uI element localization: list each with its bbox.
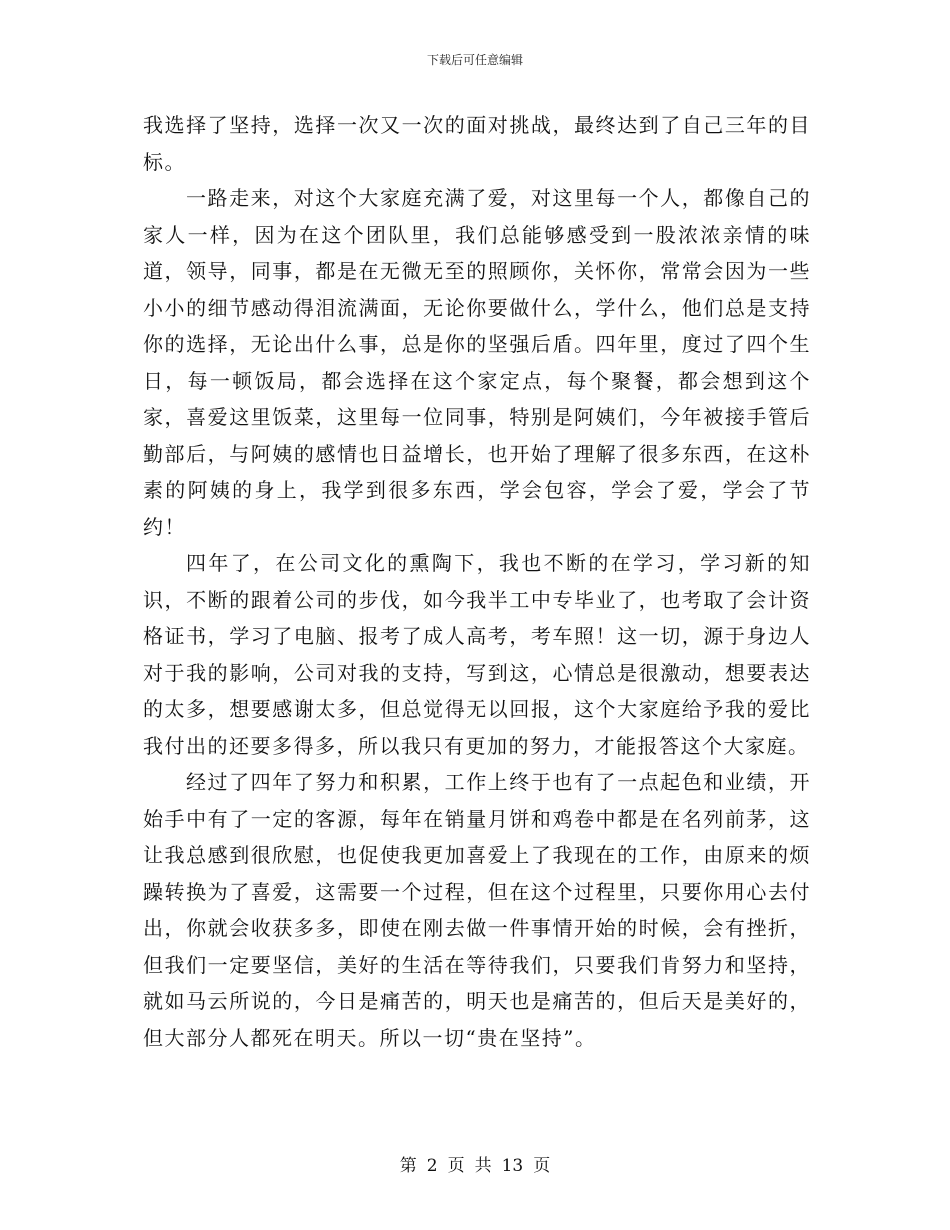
footer-ye: 页	[447, 1156, 465, 1176]
footer-ye-end: 页	[533, 1156, 551, 1176]
paragraph-continuation: 我选择了坚持，选择一次又一次的面对挑战，最终达到了自己三年的目标。	[143, 113, 811, 174]
page-footer	[0, 1154, 950, 1178]
document-body	[143, 107, 811, 1056]
paragraph-work-achievement: 经过了四年了努力和积累，工作上终于也有了一点起色和业绩，开始手中有了一定的客源，每年在销量月饼和鸡卷中都是在名列前茅，这让我总感到很欣慰，也促使我更加喜爱上了我现在的工作，由原来的烦躁转换为了喜爱，这需要一个过程，但在这个过程里，只要你用心去付出，你就会收获多多，即使在刚去做一件事情开始的时候，会有挫折，但我们一定要坚信，美好的生活在等待我们，只要我们肯努力和坚持，就如马云所说的，今日是痛苦的，明天也是痛苦的，但后天是美好的，但大部分人都死在明天。所以一切“贵在坚持”。	[143, 770, 811, 1050]
footer-total-pages: 13	[501, 1156, 524, 1176]
page-header: 下载后可任意编辑	[426, 53, 523, 67]
paragraph-family-love: 一路走来，对这个大家庭充满了爱，对这里每一个人，都像自己的家人一样，因为在这个团队里，我们总能够感受到一股浓浓亲情的味道，领导，同事，都是在无微无至的照顾你，关怀你，常常会因为一些小小的细节感动得泪流满面，无论你要做什么，学什么，他们总是支持你的选择，无论出什么事，总是你的坚强后盾。四年里，度过了四个生日，每一顿饭局，都会选择在这个家定点，每个聚餐，都会想到这个家，喜爱这里饭菜，这里每一位同事，特别是阿姨们，今年被接手管后勤部后，与阿姨的感情也日益增长，也开始了理解了很多东西，在这朴素的阿姨的身上，我学到很多东西，学会包容，学会了爱，学会了节约！	[143, 186, 811, 539]
footer-di: 第	[399, 1156, 417, 1176]
footer-gong: 共	[474, 1156, 492, 1176]
paragraph-learning-growth: 四年了，在公司文化的熏陶下，我也不断的在学习，学习新的知识，不断的跟着公司的步伐，如今我半工中专毕业了，也考取了会计资格证书，学习了电脑、报考了成人高考，考车照！这一切，源于身边人对于我的影响，公司对我的支持，写到这，心情总是很激动，想要表达的太多，想要感谢太多，但总觉得无以回报，这个大家庭给予我的爱比我付出的还要多得多，所以我只有更加的努力，才能报答这个大家庭。	[143, 551, 811, 758]
footer-page-number: 2	[426, 1156, 438, 1176]
